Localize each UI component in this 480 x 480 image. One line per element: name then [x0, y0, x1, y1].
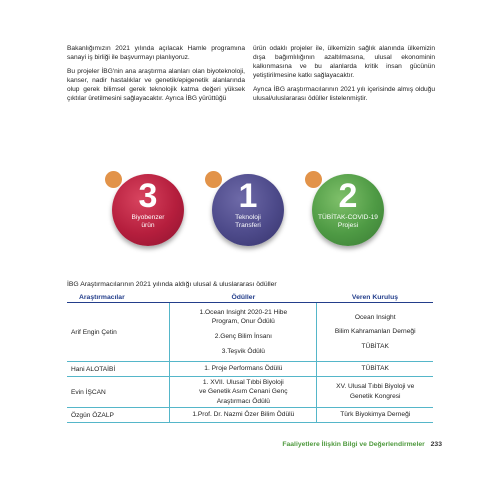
stat-label: TÜBİTAK-COVID-19 Projesi [318, 214, 378, 230]
page-number: 233 [430, 441, 442, 448]
award-cell: 1. Proje Performans Ödülü [170, 362, 317, 377]
paragraph: Ayrıca İBG araştırmacılarının 2021 yılı içerisinde almış olduğu ulusal/uluslararası ödüller listelenmiştir. [253, 86, 435, 103]
right-text-column [253, 44, 435, 109]
column-header-sponsor: Veren Kuruluş [317, 292, 433, 303]
table-row [67, 377, 433, 408]
stat-label: Teknoloji Transferi [235, 214, 261, 230]
researcher-name: Evin İŞCAN [67, 377, 170, 408]
table-caption: İBG Araştırmacılarının 2021 yılında aldığı ulusal & uluslararası ödüller [67, 281, 277, 288]
column-header-awards: Ödüller [170, 292, 317, 303]
column-header-researchers: Araştırmacılar [67, 292, 170, 303]
researcher-name: Özgün ÖZALP [67, 408, 170, 423]
table-row [67, 303, 433, 362]
researcher-name: Hani ALOTAİBİ [67, 362, 170, 377]
sponsor-cell: XV. Ulusal Tıbbi Biyoloji ve Genetik Kongresi [317, 377, 433, 408]
stat-circle-tubitak-covid [312, 174, 384, 246]
award-cell: 1.Ocean Insight 2020-21 Hibe Program, Onur Ödülü 2.Genç Bilim İnsanı 3.Teşvik Ödülü [170, 303, 317, 362]
paragraph: Bakanlığımızın 2021 yılında açılacak Hamle programına sanayi iş birliği ile başvurmayı planlıyoruz. [67, 45, 245, 62]
awards-table [67, 292, 433, 423]
table-header-row [67, 292, 433, 303]
page-footer [282, 441, 442, 448]
stat-label: Biyobenzer ürün [131, 214, 165, 230]
footer-title: Faaliyetlere İlişkin Bilgi ve Değerlendirmeler [282, 441, 425, 448]
stat-circle-biosimilar [112, 174, 184, 246]
table-row [67, 362, 433, 377]
award-cell: 1. XVII. Ulusal Tıbbi Biyoloji ve Genetik Asım Cenani Genç Araştırmacı Ödülü [170, 377, 317, 408]
award-cell: 1.Prof. Dr. Nazmi Özer Bilim Ödülü [170, 408, 317, 423]
paragraph: ürün odaklı projeler ile, ülkemizin sağlık alanında ülkemizin dışa bağımlılığının azaltılmasına, ulusal ekonominin kalkınmasına ve bu alanlarda kritik insan gücünün yetiştirilmesine katkı sağlayacaktır. [253, 45, 435, 80]
left-text-column [67, 44, 245, 109]
stat-number: 3 [138, 177, 158, 215]
sponsor-cell: Ocean Insight Bilim Kahramanları Derneği TÜBİTAK [317, 303, 433, 362]
sponsor-cell: TÜBİTAK [317, 362, 433, 377]
researcher-name: Arif Engin Çetin [67, 303, 170, 362]
table-row [67, 408, 433, 423]
stat-number: 1 [238, 177, 258, 215]
stat-circle-tech-transfer [212, 174, 284, 246]
sponsor-cell: Türk Biyokimya Derneği [317, 408, 433, 423]
stat-number: 2 [338, 177, 358, 215]
paragraph: Bu projeler İBG'nin ana araştırma alanları olan biyoteknoloji, kanser, nadir hastalıklar ve genetik/epigenetik alanlarında olup gerek bilimsel gerek teknolojik katma değeri yüksek çıktılar üretilmesini sağlayacaktır. Ayrıca İBG yürüttüğü [67, 68, 245, 103]
